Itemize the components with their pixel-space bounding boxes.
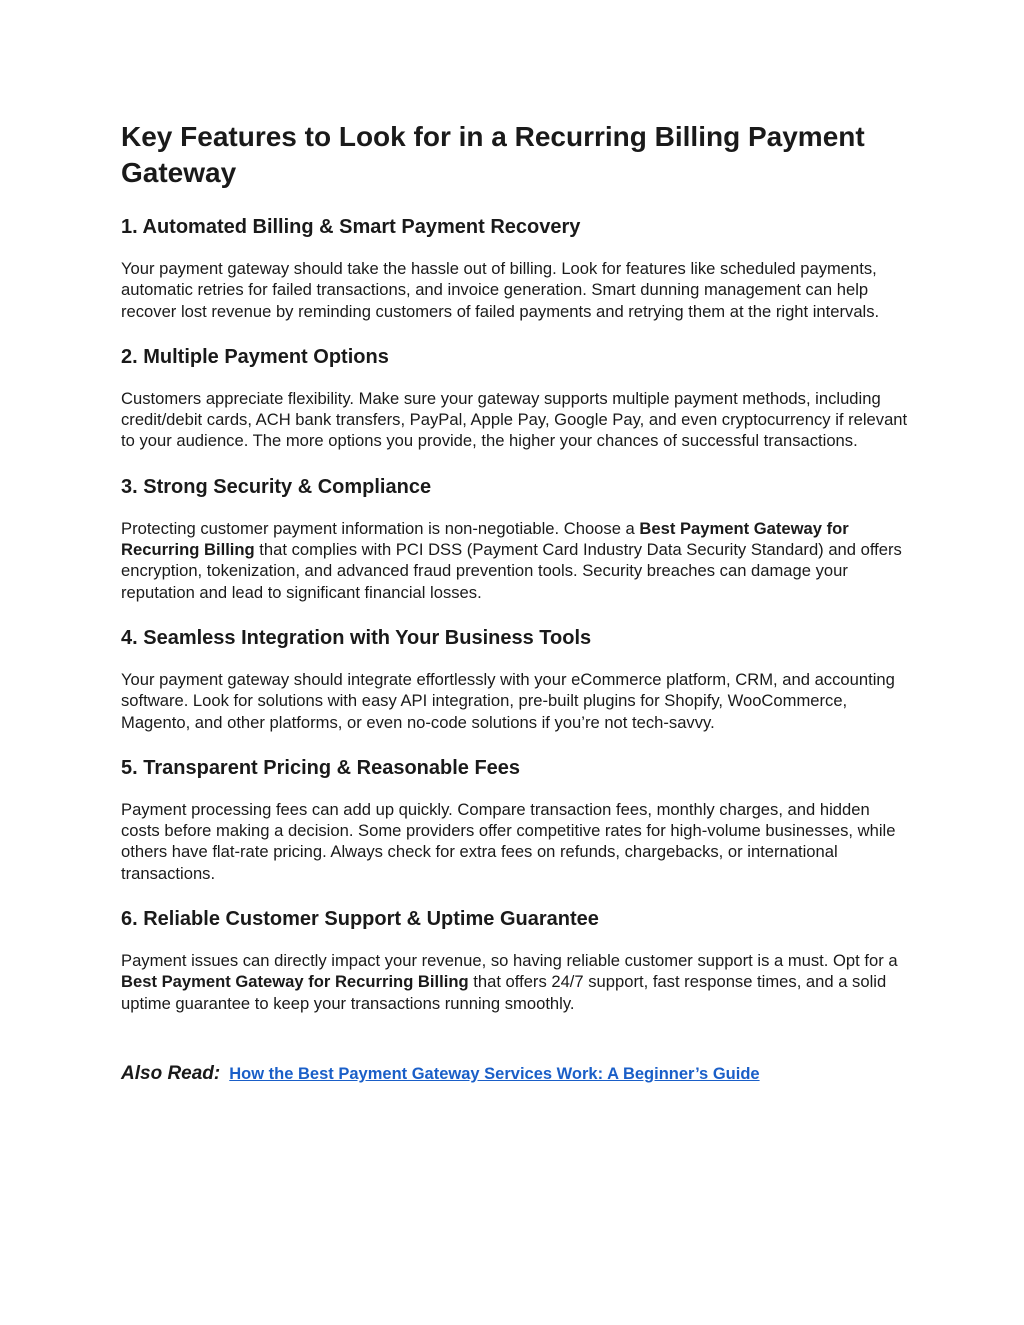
section-heading-security: 3. Strong Security & Compliance [121, 475, 432, 498]
document-page [121, 119, 911, 1085]
section-body-support [121, 950, 911, 1014]
section-body-payment-options: Customers appreciate flexibility. Make sure your gateway supports multiple payment methods, including credit/debit cards, ACH bank transfers, PayPal, Apple Pay, Google Pay, and even cryptocurrency if relevant to your audience. The more options you provide, the higher your chances of successful transactions. [121, 388, 908, 451]
also-read-link[interactable]: How the Best Payment Gateway Services Work: A Beginner’s Guide [229, 1064, 760, 1083]
bold-keyword: Best Payment Gateway for Recurring Billing [121, 972, 469, 992]
page-title: Key Features to Look for in a Recurring Billing Payment Gateway [121, 121, 865, 188]
body-text-after: that offers 24/7 support, fast response times, and a solid uptime guarantee to keep your transactions running smoothly. [121, 972, 887, 1013]
body-text-before: Payment issues can directly impact your revenue, so having reliable customer support is a must. Opt for a [121, 951, 898, 971]
section-body-automated-billing: Your payment gateway should take the hassle out of billing. Look for features like scheduled payments, automatic retries for failed transactions, and invoice generation. Smart dunning management can help recover lost revenue by reminding customers of failed payments and retrying them at the right intervals. [121, 259, 880, 321]
section-body-pricing: Payment processing fees can add up quickly. Compare transaction fees, monthly charges, and hidden costs before making a decision. Some providers offer competitive rates for high-volume businesses, while others have flat-rate pricing. Always check for extra fees on refunds, chargebacks, or international transactions. [121, 799, 896, 883]
section-heading-automated-billing: 1. Automated Billing & Smart Payment Recovery [121, 216, 581, 238]
section-body-security [121, 518, 911, 603]
also-read-label: Also Read: [121, 1062, 221, 1084]
section-body-integration: Your payment gateway should integrate effortlessly with your eCommerce platform, CRM, and accounting software. Look for solutions with easy API integration, pre-built plugins for Shopify, WooCommerce, Magento, and other platforms, or even no-code solutions if you’re not tech-savvy. [121, 669, 895, 732]
also-read-line [121, 1062, 911, 1085]
body-text-before: Protecting customer payment information is non-negotiable. Choose a [121, 518, 640, 538]
bold-keyword: Best Payment Gateway for Recurring Billing [121, 518, 849, 560]
section-heading-payment-options: 2. Multiple Payment Options [121, 345, 389, 368]
section-heading-pricing: 5. Transparent Pricing & Reasonable Fees [121, 756, 521, 779]
section-heading-integration: 4. Seamless Integration with Your Business Tools [121, 626, 592, 649]
body-text-after: that complies with PCI DSS (Payment Card Industry Data Security Standard) and offers encryption, tokenization, and advanced fraud prevention tools. Security breaches can damage your reputation and lead to significant financial losses. [121, 540, 902, 602]
section-heading-support: 6. Reliable Customer Support & Uptime Guarantee [121, 908, 599, 931]
